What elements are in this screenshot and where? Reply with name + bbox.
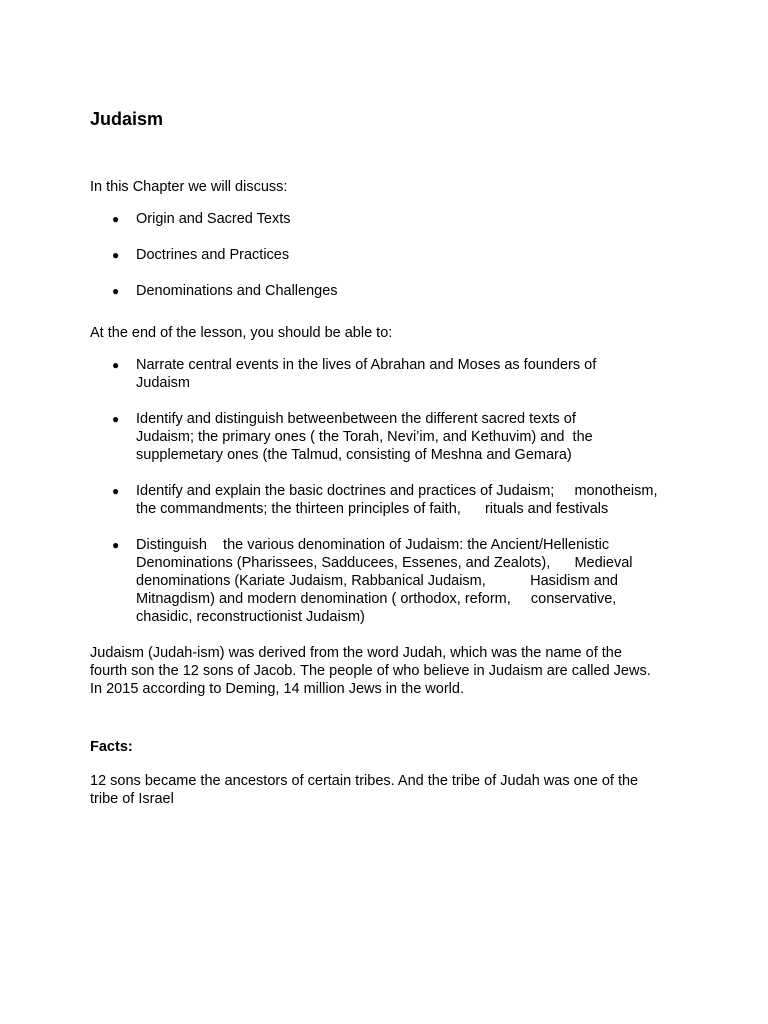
judaism-paragraph: Judaism (Judah-ism) was derived from the word Judah, which was the name of the fourth son the 12 sons of Jacob. The people of who believe in Judaism are called Jews. In 2015 according to Deming, 14 million Jews in the world.	[90, 645, 651, 697]
objectives-intro: At the end of the lesson, you should be able to:	[90, 325, 393, 341]
objectives-list	[90, 356, 678, 626]
topic-text: Denominations and Challenges	[136, 283, 338, 299]
list-item	[90, 210, 678, 228]
list-item	[90, 282, 678, 300]
chapter-intro: In this Chapter we will discuss:	[90, 179, 288, 195]
bullet-icon: ●	[112, 212, 120, 226]
objective-text: Distinguish the various denomination of Judaism: the Ancient/Hellenistic Denominations (Pharissees, Sadducees, Essenes, and Zealots), Medieval denominations (Kariate Judaism, Rabbanical Judaism, Hasidism and Mitnagdism) and modern denomination ( orthodox, reform, conservative, chasidic, reconstructionist Judaism)	[136, 537, 633, 625]
bullet-icon: ●	[112, 412, 120, 426]
topic-text: Origin and Sacred Texts	[136, 211, 291, 227]
bullet-icon: ●	[112, 248, 120, 262]
facts-heading: Facts:	[90, 739, 133, 755]
list-item	[90, 536, 678, 626]
topic-text: Doctrines and Practices	[136, 247, 290, 263]
facts-text: 12 sons became the ancestors of certain tribes. And the tribe of Judah was one of the tribe of Israel	[90, 773, 639, 807]
objective-text: Identify and explain the basic doctrines and practices of Judaism; monotheism, the commandments; the thirteen principles of faith, rituals and festivals	[136, 483, 658, 517]
bullet-icon: ●	[112, 358, 120, 372]
list-item	[90, 410, 678, 464]
bullet-icon: ●	[112, 538, 120, 552]
list-item	[90, 246, 678, 264]
bullet-icon: ●	[112, 284, 120, 298]
objective-text: Narrate central events in the lives of Abrahan and Moses as founders of Judaism	[136, 357, 597, 391]
list-item	[90, 356, 678, 392]
objective-text: Identify and distinguish betweenbetween the different sacred texts of Judaism; the primary ones ( the Torah, Nevi’im, and Kethuvim) and the supplemetary ones (the Talmud, consisting of Meshna and Gemara)	[136, 411, 593, 463]
topics-list	[90, 210, 678, 300]
bullet-icon: ●	[112, 484, 120, 498]
list-item	[90, 482, 678, 518]
document-title: Judaism	[90, 109, 164, 129]
